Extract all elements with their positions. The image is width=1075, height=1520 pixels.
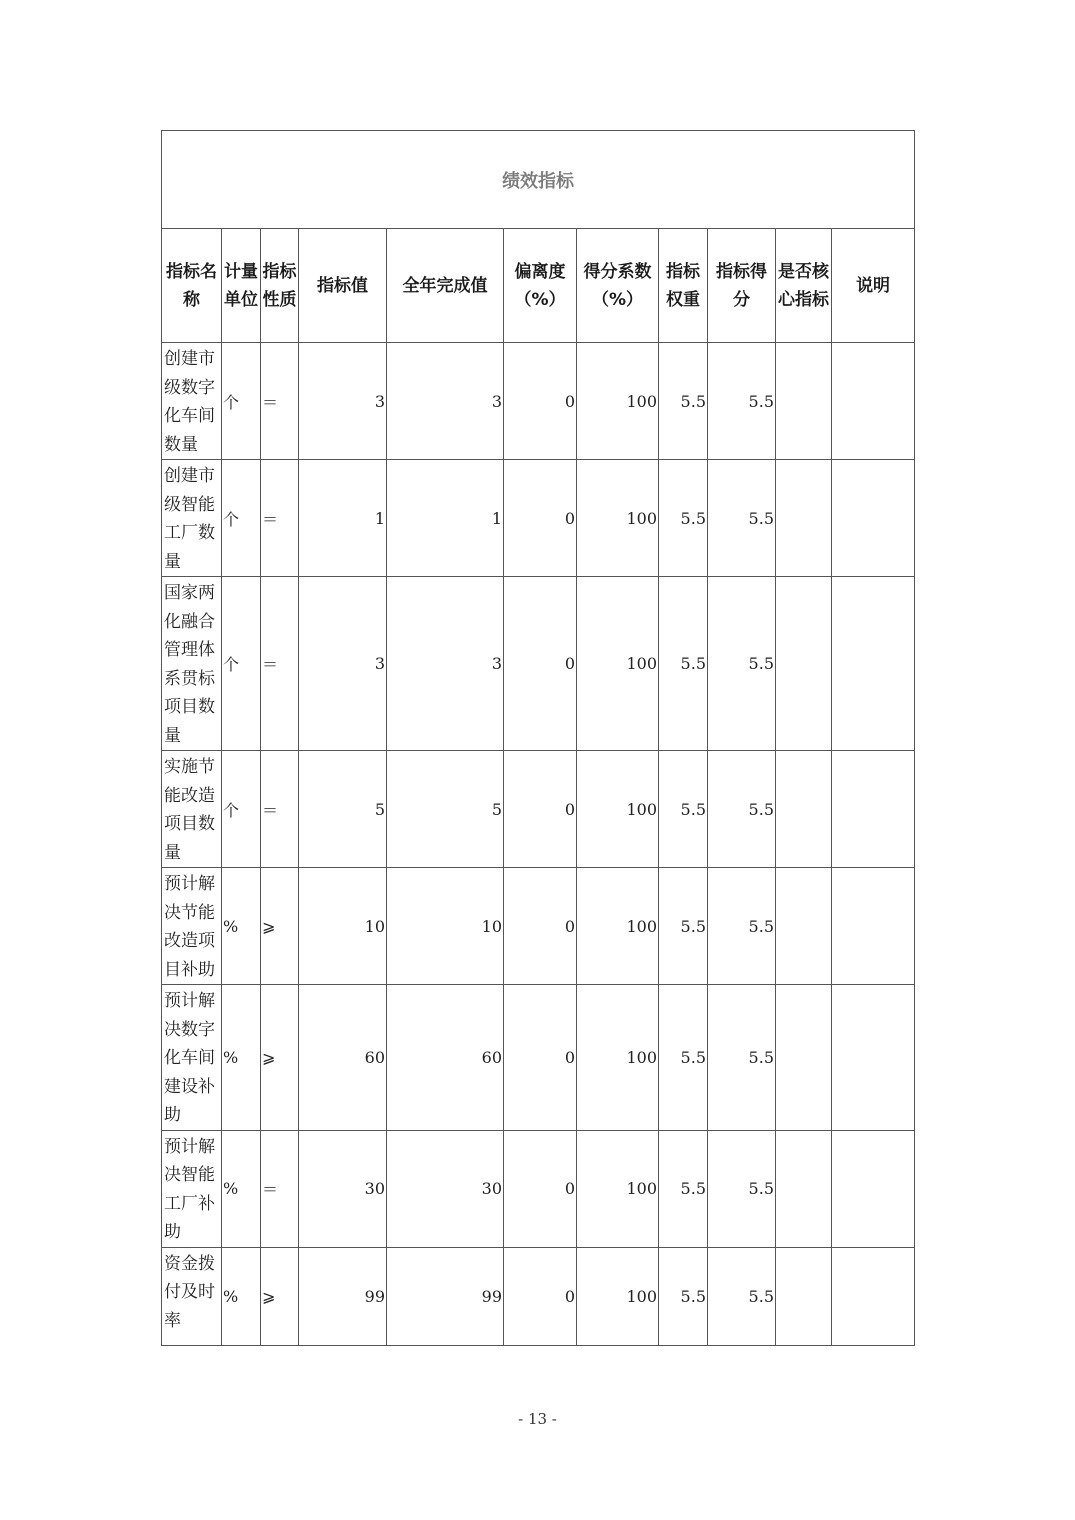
weight-cell: 5.5	[659, 751, 708, 868]
actual-value-cell: 3	[387, 577, 504, 751]
core-indicator-cell	[776, 1247, 832, 1345]
actual-value-cell: 99	[387, 1247, 504, 1345]
unit-cell: %	[222, 985, 261, 1131]
indicator-name-cell: 资金拨付及时率	[162, 1247, 222, 1345]
weight-cell: 5.5	[659, 577, 708, 751]
column-header-actual-header: 全年完成值	[387, 229, 504, 343]
note-cell	[832, 343, 915, 460]
target-value-cell: 30	[299, 1130, 387, 1247]
column-header-coefficient-header: 得分系数（%）	[577, 229, 659, 343]
column-header-unit-header: 计量单位	[222, 229, 261, 343]
column-header-name-header: 指标名称	[162, 229, 222, 343]
note-cell	[832, 985, 915, 1131]
note-cell	[832, 1247, 915, 1345]
column-header-target-header: 指标值	[299, 229, 387, 343]
column-header-score-header: 指标得分	[708, 229, 776, 343]
table-body	[162, 343, 915, 1346]
score-cell: 5.5	[708, 343, 776, 460]
nature-cell: ＝	[261, 1130, 299, 1247]
target-value-cell: 99	[299, 1247, 387, 1345]
unit-cell: 个	[222, 343, 261, 460]
score-cell: 5.5	[708, 751, 776, 868]
target-value-cell: 1	[299, 460, 387, 577]
target-value-cell: 5	[299, 751, 387, 868]
coefficient-cell: 100	[577, 751, 659, 868]
table-row	[162, 1130, 915, 1247]
target-value-cell: 3	[299, 577, 387, 751]
score-cell: 5.5	[708, 868, 776, 985]
table-row	[162, 1247, 915, 1345]
actual-value-cell: 60	[387, 985, 504, 1131]
table-title: 绩效指标	[162, 131, 915, 229]
weight-cell: 5.5	[659, 985, 708, 1131]
core-indicator-cell	[776, 751, 832, 868]
performance-indicator-table	[161, 130, 915, 1346]
indicator-name-cell: 预计解决节能改造项目补助	[162, 868, 222, 985]
unit-cell: %	[222, 1247, 261, 1345]
coefficient-cell: 100	[577, 868, 659, 985]
note-cell	[832, 577, 915, 751]
coefficient-cell: 100	[577, 577, 659, 751]
deviation-cell: 0	[504, 751, 577, 868]
weight-cell: 5.5	[659, 343, 708, 460]
table-row	[162, 985, 915, 1131]
note-cell	[832, 1130, 915, 1247]
target-value-cell: 10	[299, 868, 387, 985]
weight-cell: 5.5	[659, 1130, 708, 1247]
unit-cell: 个	[222, 577, 261, 751]
core-indicator-cell	[776, 1130, 832, 1247]
score-cell: 5.5	[708, 577, 776, 751]
core-indicator-cell	[776, 460, 832, 577]
core-indicator-cell	[776, 577, 832, 751]
indicator-name-cell: 创建市级数字化车间数量	[162, 343, 222, 460]
deviation-cell: 0	[504, 1247, 577, 1345]
column-header-note-header: 说明	[832, 229, 915, 343]
indicator-name-cell: 预计解决数字化车间建设补助	[162, 985, 222, 1131]
note-cell	[832, 460, 915, 577]
core-indicator-cell	[776, 985, 832, 1131]
actual-value-cell: 30	[387, 1130, 504, 1247]
nature-cell: ＝	[261, 460, 299, 577]
nature-cell: ⩾	[261, 1247, 299, 1345]
nature-cell: ⩾	[261, 985, 299, 1131]
table-row	[162, 343, 915, 460]
core-indicator-cell	[776, 868, 832, 985]
weight-cell: 5.5	[659, 868, 708, 985]
page-number: - 13 -	[518, 1410, 557, 1428]
coefficient-cell: 100	[577, 460, 659, 577]
unit-cell: 个	[222, 751, 261, 868]
weight-cell: 5.5	[659, 1247, 708, 1345]
coefficient-cell: 100	[577, 985, 659, 1131]
table-row	[162, 577, 915, 751]
coefficient-cell: 100	[577, 1247, 659, 1345]
deviation-cell: 0	[504, 1130, 577, 1247]
weight-cell: 5.5	[659, 460, 708, 577]
score-cell: 5.5	[708, 460, 776, 577]
score-cell: 5.5	[708, 1130, 776, 1247]
table-header-row	[162, 229, 915, 343]
deviation-cell: 0	[504, 985, 577, 1131]
actual-value-cell: 3	[387, 343, 504, 460]
indicator-name-cell: 创建市级智能工厂数量	[162, 460, 222, 577]
nature-cell: ＝	[261, 577, 299, 751]
deviation-cell: 0	[504, 577, 577, 751]
column-header-nature-header: 指标性质	[261, 229, 299, 343]
nature-cell: ＝	[261, 751, 299, 868]
actual-value-cell: 5	[387, 751, 504, 868]
indicator-name-cell: 实施节能改造项目数量	[162, 751, 222, 868]
column-header-weight-header: 指标权重	[659, 229, 708, 343]
nature-cell: ⩾	[261, 868, 299, 985]
table-row	[162, 868, 915, 985]
actual-value-cell: 10	[387, 868, 504, 985]
unit-cell: 个	[222, 460, 261, 577]
table-row	[162, 460, 915, 577]
deviation-cell: 0	[504, 460, 577, 577]
actual-value-cell: 1	[387, 460, 504, 577]
target-value-cell: 3	[299, 343, 387, 460]
coefficient-cell: 100	[577, 343, 659, 460]
target-value-cell: 60	[299, 985, 387, 1131]
score-cell: 5.5	[708, 1247, 776, 1345]
coefficient-cell: 100	[577, 1130, 659, 1247]
unit-cell: %	[222, 1130, 261, 1247]
nature-cell: ＝	[261, 343, 299, 460]
column-header-deviation-header: 偏离度（%）	[504, 229, 577, 343]
note-cell	[832, 868, 915, 985]
deviation-cell: 0	[504, 868, 577, 985]
indicator-name-cell: 国家两化融合管理体系贯标项目数量	[162, 577, 222, 751]
unit-cell: %	[222, 868, 261, 985]
score-cell: 5.5	[708, 985, 776, 1131]
table-row	[162, 751, 915, 868]
deviation-cell: 0	[504, 343, 577, 460]
core-indicator-cell	[776, 343, 832, 460]
indicator-name-cell: 预计解决智能工厂补助	[162, 1130, 222, 1247]
note-cell	[832, 751, 915, 868]
column-header-core-header: 是否核心指标	[776, 229, 832, 343]
